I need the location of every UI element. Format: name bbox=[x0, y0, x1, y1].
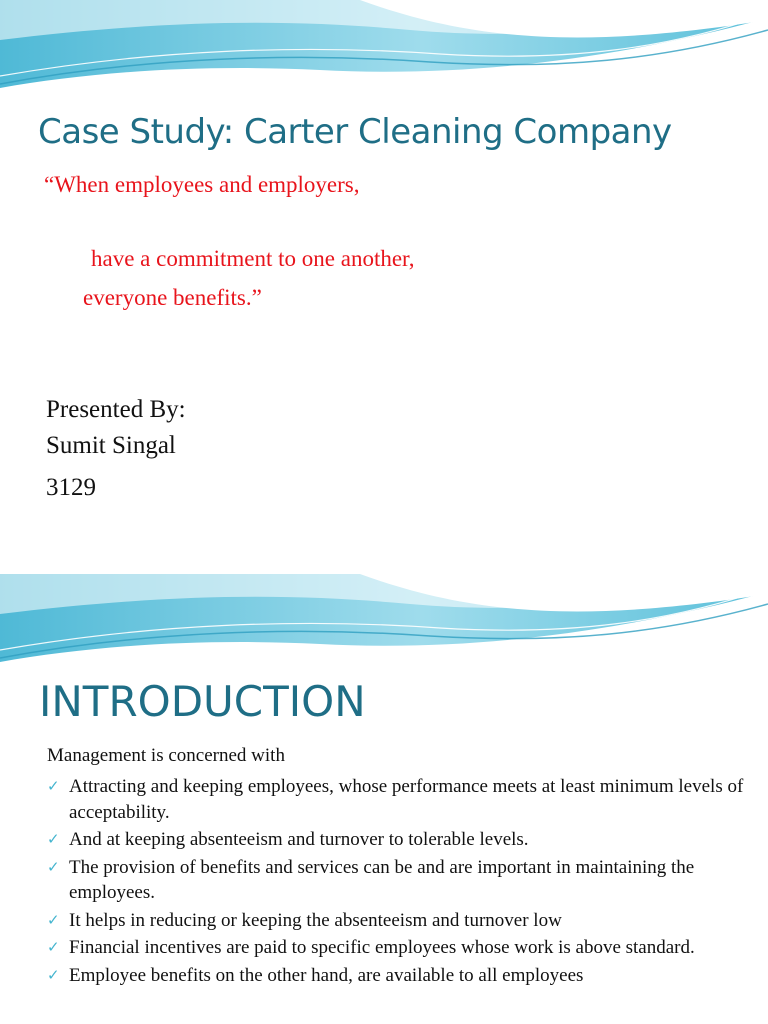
bullet-text: It helps in reducing or keeping the absenteeism and turnover low bbox=[69, 909, 562, 931]
quote-line-1: “When employees and employers, bbox=[44, 172, 360, 197]
wave-banner-decoration bbox=[0, 0, 768, 90]
bullet-item bbox=[47, 827, 747, 853]
bullet-text: And at keeping absenteeism and turnover to tolerable levels. bbox=[69, 829, 529, 850]
bullet-item bbox=[47, 855, 747, 906]
presented-by-label: Presented By: bbox=[46, 396, 186, 423]
check-icon: ✓ bbox=[47, 910, 60, 929]
bullet-list bbox=[47, 774, 747, 990]
bullet-text: The provision of benefits and services can be and are important in maintaining the employees. bbox=[69, 856, 695, 903]
lead-text: Management is concerned with bbox=[47, 745, 285, 766]
bullet-item bbox=[47, 935, 747, 961]
wave-banner-decoration bbox=[0, 574, 768, 664]
check-icon: ✓ bbox=[47, 938, 60, 956]
bullet-text: Financial incentives are paid to specific employees whose work is above standard. bbox=[69, 937, 695, 958]
quote-line-2: have a commitment to one another, bbox=[91, 246, 415, 271]
check-icon: ✓ bbox=[47, 830, 60, 848]
bullet-item bbox=[47, 774, 747, 825]
bullet-text: Attracting and keeping employees, whose performance meets at least minimum levels of acceptability. bbox=[69, 776, 744, 823]
presenter-id: 3129 bbox=[46, 474, 96, 501]
bullet-item bbox=[47, 908, 747, 934]
slide-title: Case Study: Carter Cleaning Company bbox=[38, 112, 672, 152]
slide-title: INTRODUCTION bbox=[39, 677, 366, 726]
check-icon: ✓ bbox=[47, 857, 60, 876]
bullet-text: Employee benefits on the other hand, are available to all employees bbox=[69, 964, 584, 986]
quote-line-3: everyone benefits.” bbox=[83, 285, 262, 310]
presenter-name: Sumit Singal bbox=[46, 432, 176, 459]
introduction-slide bbox=[0, 574, 768, 1024]
bullet-item bbox=[47, 963, 747, 989]
check-icon: ✓ bbox=[47, 965, 60, 984]
check-icon: ✓ bbox=[47, 777, 60, 795]
slide-separator bbox=[0, 560, 768, 574]
